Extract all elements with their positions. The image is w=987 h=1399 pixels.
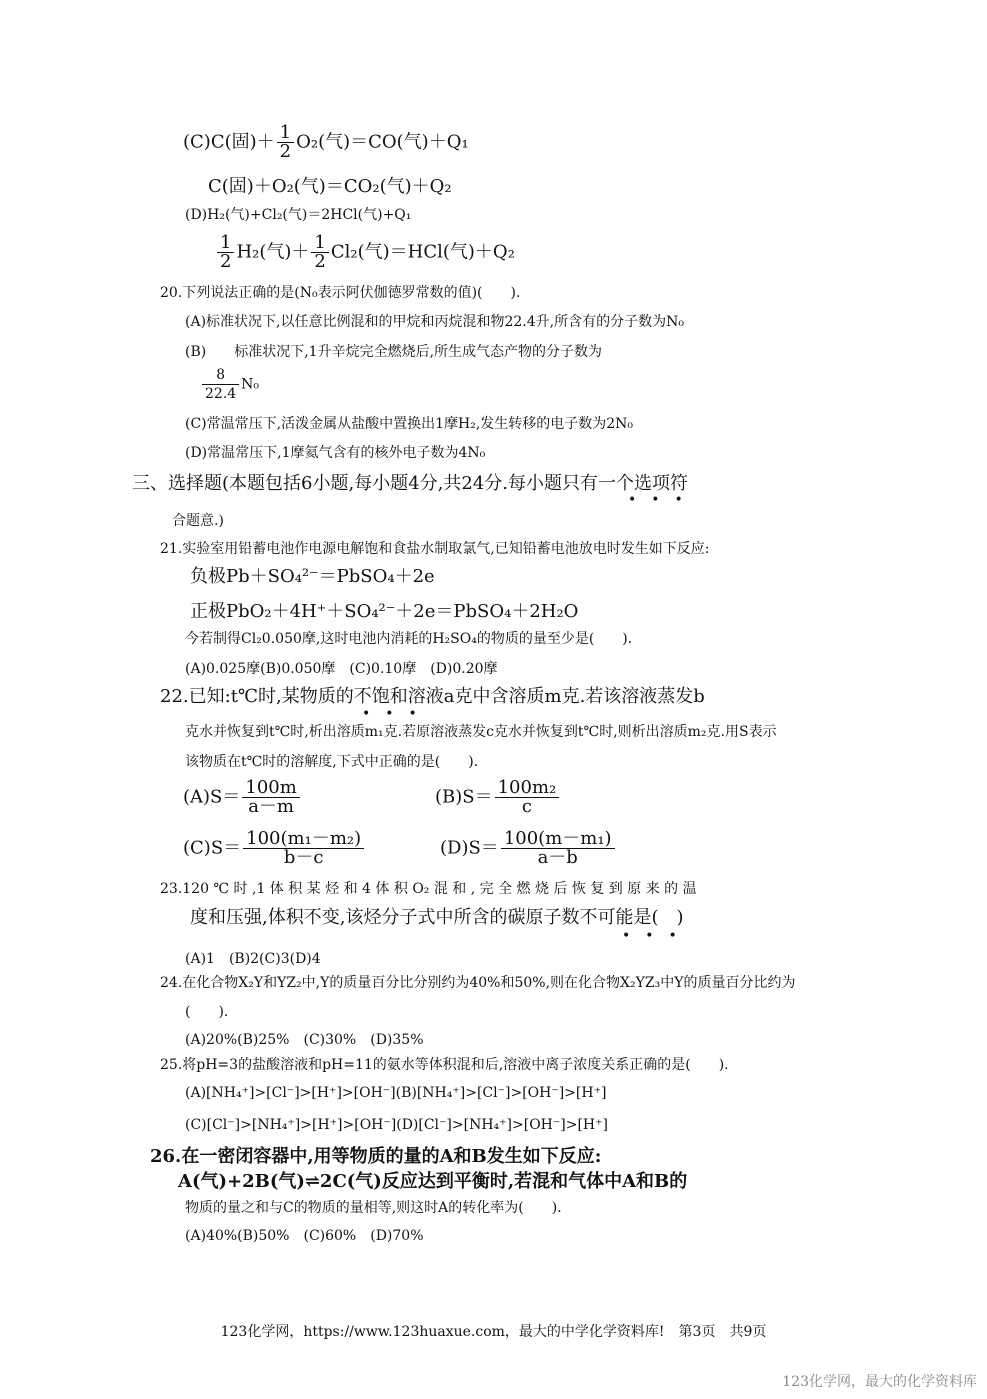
q22-option-d: (D)S＝ $\frac{\text{100(m－m₁)}}{a-b}$ <box>440 830 617 867</box>
q22-option-c: (C)S＝ $\frac{\text{100(m₁－m₂)}}{b-c}$ <box>183 830 366 867</box>
fraction: $\frac{\text{100m₂}}{c}$ <box>495 779 560 816</box>
q20-option-b: (B) 标准状况下,1升辛烷完全燃烧后,所生成气态产物的分子数为 <box>185 344 603 360</box>
q21-positive-electrode: 正极PbO₂＋4H⁺＋SO₄²⁻＋2e＝PbSO₄＋2H₂O <box>190 601 579 622</box>
q26-line3: 物质的量之和与C的物质的量相等,则这时A的转化率为( ). <box>185 1200 562 1216</box>
fraction-half: $\frac{1}{2}$ <box>277 124 294 161</box>
q23-stem: 23.120 ℃ 时 ,1 体 积 某 烃 和 4 体 积 O₂ 混 和 , 完 全 燃 烧 后 恢 复 到 原 来 的 温 <box>160 881 697 897</box>
q24-options: (A)20%(B)25% (C)30% (D)35% <box>185 1032 424 1048</box>
fraction: $\frac{\text{100(m₁－m₂)}}{b-c}$ <box>243 830 364 867</box>
q20-stem: 20.下列说法正确的是(N₀表示阿伏伽德罗常数的值)( ). <box>160 285 521 301</box>
fraction-half: $\frac{1}{2}$ <box>311 234 328 271</box>
q21-stem: 21.实验室用铅蓄电池作电源电解饱和食盐水制取氯气,已知铅蓄电池放电时发生如下反应: <box>160 541 710 557</box>
watermark: 123化学网，最大的化学资料库 <box>782 1374 977 1390</box>
q19-d-eq2: $\frac{1}{2}$ H₂(气)＋ $\frac{1}{2}$ Cl₂(气)＝HCl(气)＋Q₂ <box>215 234 515 271</box>
q19-c-eq2: C(固)＋O₂(气)＝CO₂(气)＋Q₂ <box>208 176 452 197</box>
q20-option-c: (C)常温常压下,活泼金属从盐酸中置换出1摩H₂,发生转移的电子数为2N₀ <box>185 416 634 432</box>
q25-options-ab: (A)[NH₄⁺]>[Cl⁻]>[H⁺]>[OH⁻](B)[NH₄⁺]>[Cl⁻]>[OH⁻]>[H⁺] <box>185 1085 607 1101</box>
q22-stem: 22.已知:t℃时,某物质的不饱和溶液a克中含溶质m克.若该溶液蒸发b <box>160 686 705 707</box>
q21-question: 今若制得Cl₂0.050摩,这时电池内消耗的H₂SO₄的物质的量至少是( ). <box>185 631 633 647</box>
q20-option-b-value: $\frac{8}{22.4}$ N₀ <box>200 366 259 403</box>
q25-stem: 25.将pH=3的盐酸溶液和pH=11的氨水等体积混和后,溶液中离子浓度关系正确的是( ). <box>160 1057 729 1073</box>
q21-negative-electrode: 负极Pb＋SO₄²⁻＝PbSO₄＋2e <box>190 566 435 587</box>
emphasis-dots: ••• <box>628 492 698 508</box>
emphasis-dots: ••• <box>622 928 692 944</box>
q22-line3: 该物质在t℃时的溶解度,下式中正确的是( ). <box>185 754 479 770</box>
page-footer: 123化学网，https://www.123huaxue.com，最大的中学化学资料库! 第3页 共9页 <box>220 1324 767 1340</box>
q19-d-eq1: (D)H₂(气)+Cl₂(气)＝2HCl(气)+Q₁ <box>185 207 412 223</box>
q23-line2: 度和压强,体积不变,该烃分子式中所含的碳原子数不可能是( ) <box>190 907 684 928</box>
fraction: $\frac{100m}{a-m}$ <box>242 779 299 816</box>
q21-options: (A)0.025摩(B)0.050摩 (C)0.10摩 (D)0.20摩 <box>185 661 498 677</box>
emphasis-dots: ••• <box>362 706 432 722</box>
q22-line2: 克水并恢复到t℃时,析出溶质m₁克.若原溶液蒸发c克水并恢复到t℃时,则析出溶质m₂克.用S表示 <box>185 724 777 740</box>
q22-option-b: (B)S＝ $\frac{\text{100m₂}}{c}$ <box>435 779 561 816</box>
q26-stem: 26.在一密闭容器中,用等物质的量的A和B发生如下反应: <box>150 1146 602 1167</box>
q19-c-eq1: (C)C(固)＋ $\frac{1}{2}$ O₂(气)＝CO(气)＋Q₁ <box>183 122 469 162</box>
q20-option-a: (A)标准状况下,以任意比例混和的甲烷和丙烷混和物22.4升,所含有的分子数为N₀ <box>185 314 684 330</box>
q24-stem: 24.在化合物X₂Y和YZ₂中,Y的质量百分比分别约为40%和50%,则在化合物X₂YZ₃中Y的质量百分比约为 <box>160 975 796 991</box>
q20-option-d: (D)常温常压下,1摩氦气含有的核外电子数为4N₀ <box>185 445 486 461</box>
q26-options: (A)40%(B)50% (C)60% (D)70% <box>185 1228 424 1244</box>
section-title-cont: 合题意.) <box>172 513 224 529</box>
fraction: $\frac{\text{100(m－m₁)}}{a-b}$ <box>501 830 615 867</box>
q23-options: (A)1 (B)2(C)3(D)4 <box>185 951 321 967</box>
q25-options-cd: (C)[Cl⁻]>[NH₄⁺]>[H⁺]>[OH⁻](D)[Cl⁻]>[NH₄⁺]>[OH⁻]>[H⁺] <box>185 1117 608 1133</box>
fraction-half: $\frac{1}{2}$ <box>217 234 234 271</box>
section-title: 三、选择题(本题包括6小题,每小题4分,共24分.每小题只有一个选项符 <box>132 473 688 494</box>
q22-option-a: (A)S＝ $\frac{100m}{a-m}$ <box>183 779 302 816</box>
fraction-8-over-22-4: $\frac{8}{22.4}$ <box>202 366 239 403</box>
q26-line2: A(气)+2B(气)⇌2C(气)反应达到平衡时,若混和气体中A和B的 <box>178 1171 688 1192</box>
q24-line2: ( ). <box>185 1004 229 1020</box>
